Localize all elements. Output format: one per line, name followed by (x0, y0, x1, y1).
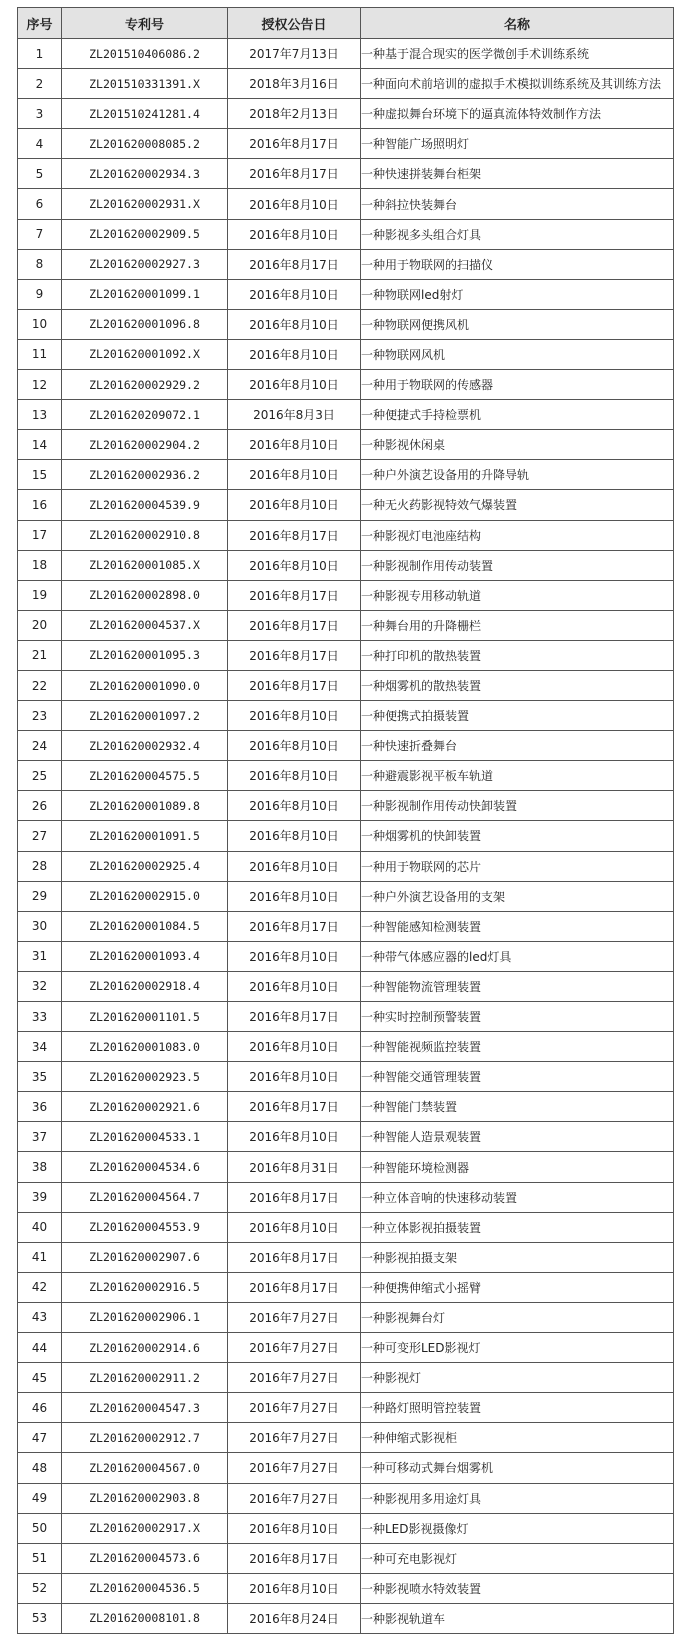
row-index: 40 (18, 1212, 62, 1242)
table-header-row (18, 8, 674, 39)
table-row (18, 1242, 674, 1272)
row-index: 15 (18, 460, 62, 490)
grant-date: 2016年8月10日 (228, 309, 361, 339)
patent-title: 一种用于物联网的芯片 (361, 851, 674, 881)
patent-number: ZL201620002917.X (62, 1513, 228, 1543)
table-row (18, 339, 674, 369)
row-index: 49 (18, 1483, 62, 1513)
row-index: 23 (18, 701, 62, 731)
patent-title: 一种无火药影视特效气爆装置 (361, 490, 674, 520)
table-row (18, 1002, 674, 1032)
patent-title: 一种智能人造景观装置 (361, 1122, 674, 1152)
patent-title: 一种影视休闲桌 (361, 430, 674, 460)
patent-title: 一种可变形LED影视灯 (361, 1333, 674, 1363)
row-index: 42 (18, 1272, 62, 1302)
grant-date: 2016年8月10日 (228, 1513, 361, 1543)
patent-number: ZL201510406086.2 (62, 39, 228, 69)
table-row (18, 761, 674, 791)
grant-date: 2016年8月17日 (228, 580, 361, 610)
patent-title: 一种影视专用移动轨道 (361, 580, 674, 610)
row-index: 19 (18, 580, 62, 610)
grant-date: 2016年8月10日 (228, 430, 361, 460)
row-index: 45 (18, 1363, 62, 1393)
patent-title: 一种虚拟舞台环境下的逼真流体特效制作方法 (361, 99, 674, 129)
grant-date: 2016年8月10日 (228, 189, 361, 219)
patent-title: 一种快速拼装舞台柜架 (361, 159, 674, 189)
row-index: 3 (18, 99, 62, 129)
patent-title: 一种基于混合现实的医学微创手术训练系统 (361, 39, 674, 69)
patent-number: ZL201620001091.5 (62, 821, 228, 851)
patent-table (17, 7, 674, 1634)
table-row (18, 941, 674, 971)
row-index: 48 (18, 1453, 62, 1483)
row-index: 53 (18, 1603, 62, 1633)
row-index: 1 (18, 39, 62, 69)
grant-date: 2016年7月27日 (228, 1453, 361, 1483)
row-index: 10 (18, 309, 62, 339)
table-row (18, 1603, 674, 1633)
patent-number: ZL201620002934.3 (62, 159, 228, 189)
grant-date: 2016年8月17日 (228, 911, 361, 941)
patent-title: 一种影视拍摄支架 (361, 1242, 674, 1272)
patent-title: 一种烟雾机的快卸装置 (361, 821, 674, 851)
row-index: 34 (18, 1032, 62, 1062)
grant-date: 2016年7月27日 (228, 1302, 361, 1332)
row-index: 47 (18, 1423, 62, 1453)
table-row (18, 249, 674, 279)
row-index: 41 (18, 1242, 62, 1272)
grant-date: 2016年8月10日 (228, 1573, 361, 1603)
patent-number: ZL201620002932.4 (62, 731, 228, 761)
grant-date: 2016年8月10日 (228, 851, 361, 881)
patent-number: ZL201620004573.6 (62, 1543, 228, 1573)
patent-title: 一种实时控制预警装置 (361, 1002, 674, 1032)
table-row (18, 1513, 674, 1543)
row-index: 27 (18, 821, 62, 851)
row-index: 7 (18, 219, 62, 249)
row-index: 20 (18, 610, 62, 640)
grant-date: 2016年8月10日 (228, 821, 361, 851)
table-row (18, 1212, 674, 1242)
row-index: 14 (18, 430, 62, 460)
patent-number: ZL201620004567.0 (62, 1453, 228, 1483)
grant-date: 2016年8月3日 (228, 400, 361, 430)
table-row (18, 279, 674, 309)
patent-number: ZL201620001083.0 (62, 1032, 228, 1062)
grant-date: 2016年8月17日 (228, 1092, 361, 1122)
grant-date: 2016年8月17日 (228, 1543, 361, 1573)
patent-title: 一种户外演艺设备用的支架 (361, 881, 674, 911)
row-index: 6 (18, 189, 62, 219)
grant-date: 2016年8月10日 (228, 339, 361, 369)
grant-date: 2016年7月27日 (228, 1423, 361, 1453)
row-index: 2 (18, 69, 62, 99)
table-row (18, 1272, 674, 1302)
patent-number: ZL201510331391.X (62, 69, 228, 99)
patent-number: ZL201620209072.1 (62, 400, 228, 430)
grant-date: 2016年8月10日 (228, 761, 361, 791)
grant-date: 2018年3月16日 (228, 69, 361, 99)
row-index: 37 (18, 1122, 62, 1152)
patent-title: 一种立体影视拍摄装置 (361, 1212, 674, 1242)
row-index: 28 (18, 851, 62, 881)
grant-date: 2016年7月27日 (228, 1483, 361, 1513)
row-index: 52 (18, 1573, 62, 1603)
patent-title: 一种带气体感应器的led灯具 (361, 941, 674, 971)
table-row (18, 1453, 674, 1483)
patent-title: 一种智能门禁装置 (361, 1092, 674, 1122)
table-row (18, 189, 674, 219)
grant-date: 2017年7月13日 (228, 39, 361, 69)
patent-number: ZL201620002921.6 (62, 1092, 228, 1122)
grant-date: 2016年8月10日 (228, 550, 361, 580)
table-row (18, 881, 674, 911)
grant-date: 2016年8月10日 (228, 881, 361, 911)
header-title: 名称 (361, 8, 674, 39)
patent-title: 一种影视制作用传动快卸装置 (361, 791, 674, 821)
grant-date: 2016年8月10日 (228, 1122, 361, 1152)
table-row (18, 550, 674, 580)
patent-number: ZL201620002898.0 (62, 580, 228, 610)
patent-number: ZL201620002907.6 (62, 1242, 228, 1272)
row-index: 18 (18, 550, 62, 580)
grant-date: 2016年8月17日 (228, 1002, 361, 1032)
row-index: 46 (18, 1393, 62, 1423)
patent-number: ZL201620002916.5 (62, 1272, 228, 1302)
grant-date: 2016年8月10日 (228, 370, 361, 400)
header-grant-date: 授权公告日 (228, 8, 361, 39)
patent-title: 一种烟雾机的散热装置 (361, 670, 674, 700)
row-index: 51 (18, 1543, 62, 1573)
patent-number: ZL201620002910.8 (62, 520, 228, 550)
row-index: 26 (18, 791, 62, 821)
patent-title: 一种影视制作用传动装置 (361, 550, 674, 580)
patent-title: 一种便携伸缩式小摇臂 (361, 1272, 674, 1302)
patent-number: ZL201620008101.8 (62, 1603, 228, 1633)
patent-number: ZL201620001099.1 (62, 279, 228, 309)
grant-date: 2016年8月10日 (228, 971, 361, 1001)
patent-number: ZL201620002929.2 (62, 370, 228, 400)
header-index: 序号 (18, 8, 62, 39)
patent-number: ZL201620004547.3 (62, 1393, 228, 1423)
table-row (18, 1122, 674, 1152)
grant-date: 2016年8月10日 (228, 701, 361, 731)
patent-title: 一种智能视频监控装置 (361, 1032, 674, 1062)
grant-date: 2016年8月10日 (228, 941, 361, 971)
table-row (18, 69, 674, 99)
table-row (18, 971, 674, 1001)
patent-number: ZL201620004536.5 (62, 1573, 228, 1603)
patent-title: 一种智能环境检测器 (361, 1152, 674, 1182)
table-row (18, 640, 674, 670)
table-row (18, 460, 674, 490)
patent-title: 一种便携式拍摄装置 (361, 701, 674, 731)
patent-title: 一种影视舞台灯 (361, 1302, 674, 1332)
patent-title: 一种面向术前培训的虚拟手术模拟训练系统及其训练方法 (361, 69, 674, 99)
grant-date: 2016年8月10日 (228, 219, 361, 249)
row-index: 11 (18, 339, 62, 369)
row-index: 13 (18, 400, 62, 430)
table-row (18, 219, 674, 249)
patent-number: ZL201620002914.6 (62, 1333, 228, 1363)
grant-date: 2016年8月17日 (228, 640, 361, 670)
patent-title: 一种可充电影视灯 (361, 1543, 674, 1573)
patent-number: ZL201620002903.8 (62, 1483, 228, 1513)
patent-title: 一种避震影视平板车轨道 (361, 761, 674, 791)
table-row (18, 490, 674, 520)
grant-date: 2016年8月24日 (228, 1603, 361, 1633)
patent-title: 一种影视灯 (361, 1363, 674, 1393)
table-row (18, 851, 674, 881)
patent-number: ZL201620001101.5 (62, 1002, 228, 1032)
patent-title: 一种智能感知检测装置 (361, 911, 674, 941)
patent-number: ZL201620001097.2 (62, 701, 228, 731)
patent-title: 一种便捷式手持检票机 (361, 400, 674, 430)
table-row (18, 1092, 674, 1122)
table-row (18, 39, 674, 69)
patent-title: 一种影视轨道车 (361, 1603, 674, 1633)
grant-date: 2016年8月10日 (228, 490, 361, 520)
patent-number: ZL201620002923.5 (62, 1062, 228, 1092)
grant-date: 2016年8月17日 (228, 670, 361, 700)
table-row (18, 1573, 674, 1603)
table-row (18, 159, 674, 189)
patent-number: ZL201620001093.4 (62, 941, 228, 971)
patent-title: 一种影视用多用途灯具 (361, 1483, 674, 1513)
table-row (18, 129, 674, 159)
grant-date: 2016年8月10日 (228, 731, 361, 761)
table-row (18, 1302, 674, 1332)
patent-number: ZL201620002915.0 (62, 881, 228, 911)
patent-number: ZL201620004533.1 (62, 1122, 228, 1152)
row-index: 4 (18, 129, 62, 159)
patent-number: ZL201620004537.X (62, 610, 228, 640)
grant-date: 2016年8月10日 (228, 1212, 361, 1242)
row-index: 8 (18, 249, 62, 279)
grant-date: 2016年8月17日 (228, 159, 361, 189)
patent-number: ZL201620002927.3 (62, 249, 228, 279)
patent-number: ZL201620001089.8 (62, 791, 228, 821)
table-row (18, 1423, 674, 1453)
patent-number: ZL201620004539.9 (62, 490, 228, 520)
table-row (18, 1182, 674, 1212)
table-row (18, 430, 674, 460)
grant-date: 2016年8月31日 (228, 1152, 361, 1182)
patent-number: ZL201620002911.2 (62, 1363, 228, 1393)
table-row (18, 791, 674, 821)
row-index: 25 (18, 761, 62, 791)
patent-number: ZL201510241281.4 (62, 99, 228, 129)
patent-number: ZL201620002931.X (62, 189, 228, 219)
grant-date: 2016年8月10日 (228, 279, 361, 309)
patent-title: 一种户外演艺设备用的升降导轨 (361, 460, 674, 490)
table-row (18, 610, 674, 640)
row-index: 38 (18, 1152, 62, 1182)
row-index: 29 (18, 881, 62, 911)
grant-date: 2016年8月10日 (228, 1062, 361, 1092)
table-row (18, 821, 674, 851)
row-index: 39 (18, 1182, 62, 1212)
table-body (18, 39, 674, 1634)
patent-title: 一种物联网风机 (361, 339, 674, 369)
patent-number: ZL201620004575.5 (62, 761, 228, 791)
table-row (18, 309, 674, 339)
table-row (18, 1363, 674, 1393)
table-row (18, 1062, 674, 1092)
patent-title: 一种伸缩式影视柜 (361, 1423, 674, 1453)
patent-title: 一种智能广场照明灯 (361, 129, 674, 159)
patent-number: ZL201620002936.2 (62, 460, 228, 490)
row-index: 9 (18, 279, 62, 309)
patent-number: ZL201620001096.8 (62, 309, 228, 339)
row-index: 35 (18, 1062, 62, 1092)
patent-number: ZL201620002909.5 (62, 219, 228, 249)
patent-number: ZL201620001095.3 (62, 640, 228, 670)
patent-title: 一种影视多头组合灯具 (361, 219, 674, 249)
patent-title: 一种快速折叠舞台 (361, 731, 674, 761)
patent-number: ZL201620001085.X (62, 550, 228, 580)
patent-title: 一种智能交通管理装置 (361, 1062, 674, 1092)
patent-title: 一种物联网便携风机 (361, 309, 674, 339)
grant-date: 2016年8月17日 (228, 129, 361, 159)
patent-number: ZL201620001084.5 (62, 911, 228, 941)
grant-date: 2018年2月13日 (228, 99, 361, 129)
table-row (18, 911, 674, 941)
table-row (18, 1152, 674, 1182)
patent-title: 一种智能物流管理装置 (361, 971, 674, 1001)
row-index: 43 (18, 1302, 62, 1332)
patent-title: 一种打印机的散热装置 (361, 640, 674, 670)
grant-date: 2016年8月17日 (228, 520, 361, 550)
row-index: 24 (18, 731, 62, 761)
table-row (18, 1543, 674, 1573)
table-row (18, 731, 674, 761)
table-row (18, 1032, 674, 1062)
table-row (18, 370, 674, 400)
header-patent-number: 专利号 (62, 8, 228, 39)
patent-title: 一种可移动式舞台烟雾机 (361, 1453, 674, 1483)
grant-date: 2016年8月17日 (228, 1272, 361, 1302)
patent-title: 一种物联网led射灯 (361, 279, 674, 309)
row-index: 32 (18, 971, 62, 1001)
patent-number: ZL201620004564.7 (62, 1182, 228, 1212)
patent-title: 一种用于物联网的扫描仪 (361, 249, 674, 279)
patent-number: ZL201620001092.X (62, 339, 228, 369)
table-row (18, 1393, 674, 1423)
row-index: 30 (18, 911, 62, 941)
grant-date: 2016年7月27日 (228, 1393, 361, 1423)
patent-title: 一种LED影视摄像灯 (361, 1513, 674, 1543)
patent-number: ZL201620008085.2 (62, 129, 228, 159)
table-row (18, 99, 674, 129)
grant-date: 2016年8月10日 (228, 1032, 361, 1062)
grant-date: 2016年8月17日 (228, 610, 361, 640)
table-row (18, 1333, 674, 1363)
grant-date: 2016年8月17日 (228, 249, 361, 279)
row-index: 22 (18, 670, 62, 700)
grant-date: 2016年8月10日 (228, 460, 361, 490)
patent-title: 一种舞台用的升降栅栏 (361, 610, 674, 640)
grant-date: 2016年8月10日 (228, 791, 361, 821)
row-index: 33 (18, 1002, 62, 1032)
patent-title: 一种影视喷水特效装置 (361, 1573, 674, 1603)
patent-number: ZL201620002912.7 (62, 1423, 228, 1453)
row-index: 36 (18, 1092, 62, 1122)
row-index: 21 (18, 640, 62, 670)
grant-date: 2016年7月27日 (228, 1333, 361, 1363)
table-row (18, 1483, 674, 1513)
patent-number: ZL201620002918.4 (62, 971, 228, 1001)
patent-number: ZL201620002906.1 (62, 1302, 228, 1332)
row-index: 50 (18, 1513, 62, 1543)
row-index: 16 (18, 490, 62, 520)
row-index: 12 (18, 370, 62, 400)
patent-title: 一种影视灯电池座结构 (361, 520, 674, 550)
table-row (18, 580, 674, 610)
patent-number: ZL201620004534.6 (62, 1152, 228, 1182)
row-index: 17 (18, 520, 62, 550)
patent-number: ZL201620002904.2 (62, 430, 228, 460)
table-row (18, 670, 674, 700)
grant-date: 2016年7月27日 (228, 1363, 361, 1393)
patent-title: 一种立体音响的快速移动装置 (361, 1182, 674, 1212)
patent-title: 一种用于物联网的传感器 (361, 370, 674, 400)
grant-date: 2016年8月17日 (228, 1242, 361, 1272)
grant-date: 2016年8月17日 (228, 1182, 361, 1212)
patent-title: 一种路灯照明管控装置 (361, 1393, 674, 1423)
row-index: 31 (18, 941, 62, 971)
table-row (18, 701, 674, 731)
row-index: 5 (18, 159, 62, 189)
table-row (18, 400, 674, 430)
patent-number: ZL201620002925.4 (62, 851, 228, 881)
patent-number: ZL201620001090.0 (62, 670, 228, 700)
table-row (18, 520, 674, 550)
row-index: 44 (18, 1333, 62, 1363)
patent-title: 一种斜拉快装舞台 (361, 189, 674, 219)
patent-number: ZL201620004553.9 (62, 1212, 228, 1242)
